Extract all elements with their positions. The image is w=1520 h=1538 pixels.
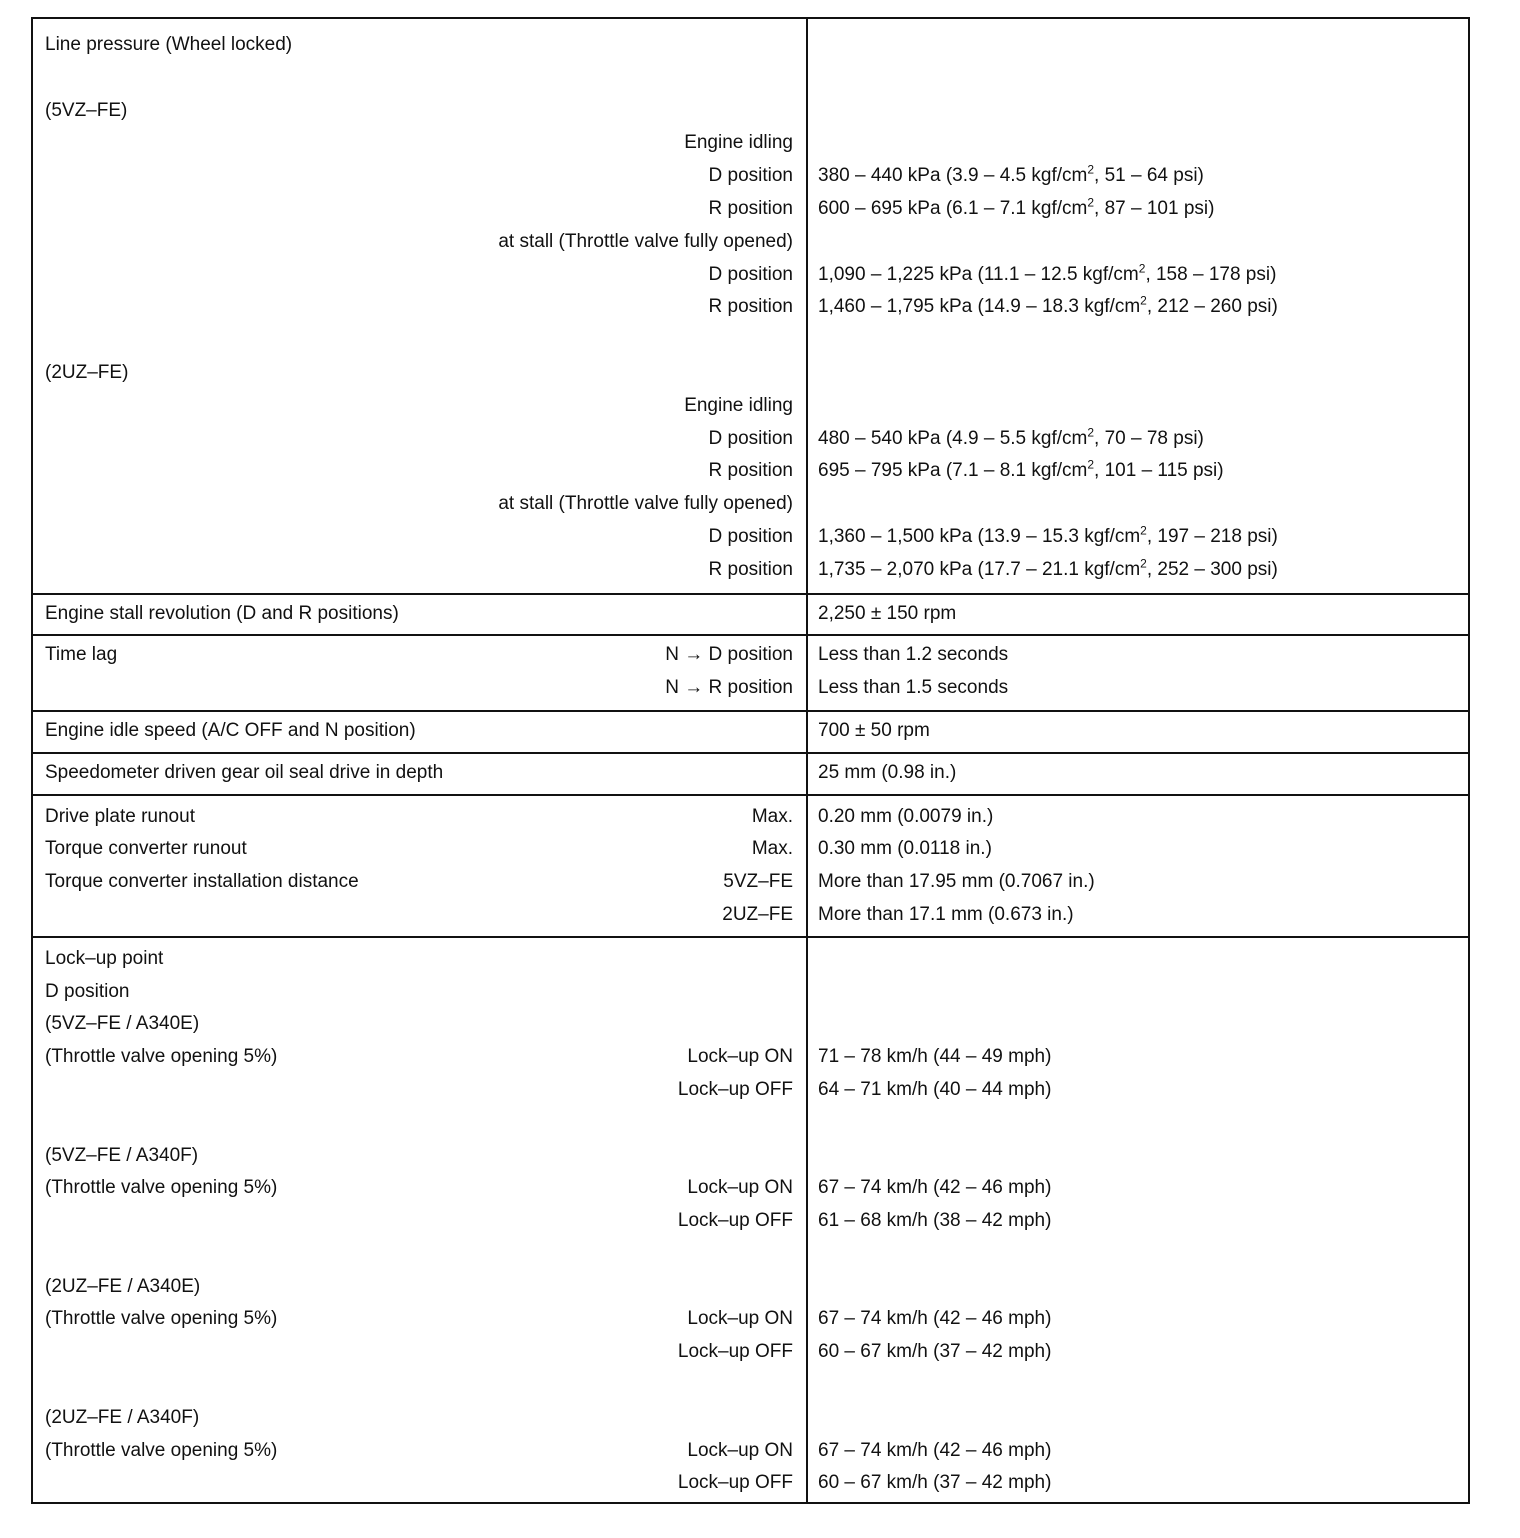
table-row xyxy=(33,291,1468,324)
lockup-off-value: 60 – 67 km/h (37 – 42 mph) xyxy=(818,1341,1052,1363)
lockup-off-label: Lock–up OFF xyxy=(677,1472,793,1494)
spacer-row xyxy=(33,1369,1468,1402)
table-row xyxy=(33,833,1468,866)
idle-speed-label: Engine idle speed (A/C OFF and N position) xyxy=(45,719,416,741)
table-row xyxy=(33,1008,1468,1041)
spacer-row xyxy=(33,1107,1468,1140)
pressure-value: 600 – 695 kPa (6.1 – 7.1 kgf/$cm^2$, 87 – 101 psi) xyxy=(818,195,1215,219)
table-row xyxy=(33,29,1468,62)
max-label: Max. xyxy=(751,838,793,860)
stall-revolution-value: 2,250 ± 150 rpm xyxy=(818,602,957,624)
table-row xyxy=(33,488,1468,521)
idle-speed-section xyxy=(33,712,1468,754)
table-row xyxy=(33,801,1468,834)
at-stall-label: at stall (Throttle valve fully opened) xyxy=(498,493,793,515)
oil-seal-value: 25 mm (0.98 in.) xyxy=(818,761,957,783)
line-pressure-title: Line pressure (Wheel locked) xyxy=(45,34,293,55)
table-row xyxy=(33,1402,1468,1435)
pressure-value: 1,735 – 2,070 kPa (17.7 – 21.1 kgf/$cm^2$, 252 – 300 psi) xyxy=(818,556,1278,580)
spacer-row xyxy=(33,1238,1468,1271)
pressure-value: 695 – 795 kPa (7.1 – 8.1 kgf/$cm^2$, 101 – 115 psi) xyxy=(818,458,1224,482)
table-row xyxy=(33,899,1468,932)
stall-revolution-label: Engine stall revolution (D and R positions) xyxy=(45,602,399,624)
lockup-on-label: Lock–up ON xyxy=(687,1177,793,1199)
table-row xyxy=(33,160,1468,193)
lockup-on-value: 67 – 74 km/h (42 – 46 mph) xyxy=(818,1439,1052,1461)
table-row xyxy=(33,1435,1468,1468)
engine-2uz-heading: (2UZ–FE) xyxy=(45,361,129,383)
table-row xyxy=(33,127,1468,160)
oil-seal-section xyxy=(33,754,1468,796)
table-row xyxy=(33,455,1468,488)
spec-table xyxy=(31,17,1470,1504)
throttle-label: (Throttle valve opening 5%) xyxy=(45,1046,278,1068)
n-to-d-label: N → D position xyxy=(665,644,793,666)
d-position-label: D position xyxy=(708,165,793,187)
time-lag-label: Time lag xyxy=(45,644,118,666)
table-row xyxy=(33,226,1468,259)
lockup-group-name: (5VZ–FE / A340F) xyxy=(45,1144,199,1166)
d-position-label: D position xyxy=(708,427,793,449)
table-row xyxy=(33,1336,1468,1369)
d-position-label: D position xyxy=(708,263,793,285)
lockup-on-value: 71 – 78 km/h (44 – 49 mph) xyxy=(818,1046,1052,1068)
lockup-off-label: Lock–up OFF xyxy=(677,1210,793,1232)
engine-idling-label: Engine idling xyxy=(684,394,793,416)
converter-runout-label: Torque converter runout xyxy=(45,838,247,860)
engine-5vz-label: 5VZ–FE xyxy=(723,871,793,893)
converter-runout-value: 0.30 mm (0.0118 in.) xyxy=(818,838,992,860)
runout-section xyxy=(33,796,1468,938)
lockup-off-value: 60 – 67 km/h (37 – 42 mph) xyxy=(818,1472,1052,1494)
table-row xyxy=(33,1074,1468,1107)
stall-revolution-section xyxy=(33,595,1468,637)
table-row xyxy=(33,866,1468,899)
table-row xyxy=(33,1303,1468,1336)
table-row xyxy=(33,357,1468,390)
drive-plate-label: Drive plate runout xyxy=(45,805,195,827)
table-row xyxy=(33,554,1468,587)
table-row xyxy=(33,943,1468,976)
table-row xyxy=(33,1140,1468,1173)
lockup-group-name: (2UZ–FE / A340F) xyxy=(45,1406,200,1428)
spacer-row xyxy=(33,324,1468,357)
install-2uz-value: More than 17.1 mm (0.673 in.) xyxy=(818,903,1074,925)
lockup-off-value: 61 – 68 km/h (38 – 42 mph) xyxy=(818,1210,1052,1232)
throttle-label: (Throttle valve opening 5%) xyxy=(45,1308,278,1330)
table-row xyxy=(33,598,1468,631)
pressure-value: 480 – 540 kPa (4.9 – 5.5 kgf/$cm^2$, 70 – 78 psi) xyxy=(818,425,1204,449)
r-position-label: R position xyxy=(708,296,793,318)
r-position-label: R position xyxy=(708,460,793,482)
table-row xyxy=(33,521,1468,554)
n-to-r-value: Less than 1.5 seconds xyxy=(818,677,1009,699)
table-row xyxy=(33,390,1468,423)
lockup-group-name: (5VZ–FE / A340E) xyxy=(45,1013,200,1035)
max-label: Max. xyxy=(751,805,793,827)
pressure-value: 1,460 – 1,795 kPa (14.9 – 18.3 kgf/$cm^2$, 212 – 260 psi) xyxy=(818,294,1278,318)
engine-2uz-label: 2UZ–FE xyxy=(722,903,793,925)
spacer-row xyxy=(33,62,1468,95)
table-row xyxy=(33,757,1468,790)
table-row xyxy=(33,259,1468,292)
r-position-label: R position xyxy=(708,558,793,580)
engine-idling-label: Engine idling xyxy=(684,132,793,154)
n-to-r-label: N → R position xyxy=(665,677,793,699)
lockup-group-name: (2UZ–FE / A340E) xyxy=(45,1275,201,1297)
lockup-section xyxy=(33,938,1468,1503)
line-pressure-section xyxy=(33,19,1468,595)
n-to-d-value: Less than 1.2 seconds xyxy=(818,644,1009,666)
idle-speed-value: 700 ± 50 rpm xyxy=(818,719,930,741)
install-distance-label: Torque converter installation distance xyxy=(45,871,359,893)
lockup-title: Lock–up point xyxy=(45,947,164,969)
lockup-on-label: Lock–up ON xyxy=(687,1308,793,1330)
table-row xyxy=(33,193,1468,226)
oil-seal-label: Speedometer driven gear oil seal drive in depth xyxy=(45,761,444,783)
d-position-label: D position xyxy=(708,525,793,547)
lockup-position: D position xyxy=(45,980,130,1002)
table-row xyxy=(33,423,1468,456)
lockup-on-value: 67 – 74 km/h (42 – 46 mph) xyxy=(818,1177,1052,1199)
table-row xyxy=(33,1271,1468,1304)
table-row xyxy=(33,1041,1468,1074)
at-stall-label: at stall (Throttle valve fully opened) xyxy=(498,230,793,252)
table-row xyxy=(33,1467,1468,1500)
lockup-on-value: 67 – 74 km/h (42 – 46 mph) xyxy=(818,1308,1052,1330)
table-row xyxy=(33,672,1468,705)
throttle-label: (Throttle valve opening 5%) xyxy=(45,1177,278,1199)
install-5vz-value: More than 17.95 mm (0.7067 in.) xyxy=(818,871,1095,893)
lockup-off-label: Lock–up OFF xyxy=(677,1078,793,1100)
throttle-label: (Throttle valve opening 5%) xyxy=(45,1439,278,1461)
table-row xyxy=(33,639,1468,672)
lockup-on-label: Lock–up ON xyxy=(687,1046,793,1068)
pressure-value: 380 – 440 kPa (3.9 – 4.5 kgf/$cm^2$, 51 – 64 psi) xyxy=(818,162,1204,187)
pressure-value: 1,090 – 1,225 kPa (11.1 – 12.5 kgf/$cm^2$, 158 – 178 psi) xyxy=(818,261,1277,285)
pressure-value: 1,360 – 1,500 kPa (13.9 – 15.3 kgf/$cm^2$, 197 – 218 psi) xyxy=(818,523,1278,547)
lockup-off-label: Lock–up OFF xyxy=(677,1341,793,1363)
table-row xyxy=(33,1172,1468,1205)
table-row xyxy=(33,715,1468,748)
engine-5vz-heading: (5VZ–FE) xyxy=(45,99,128,121)
time-lag-section xyxy=(33,636,1468,712)
table-row xyxy=(33,976,1468,1009)
drive-plate-value: 0.20 mm (0.0079 in.) xyxy=(818,805,994,827)
table-row xyxy=(33,95,1468,128)
lockup-on-label: Lock–up ON xyxy=(687,1439,793,1461)
r-position-label: R position xyxy=(708,197,793,219)
table-row xyxy=(33,1205,1468,1238)
lockup-off-value: 64 – 71 km/h (40 – 44 mph) xyxy=(818,1078,1052,1100)
